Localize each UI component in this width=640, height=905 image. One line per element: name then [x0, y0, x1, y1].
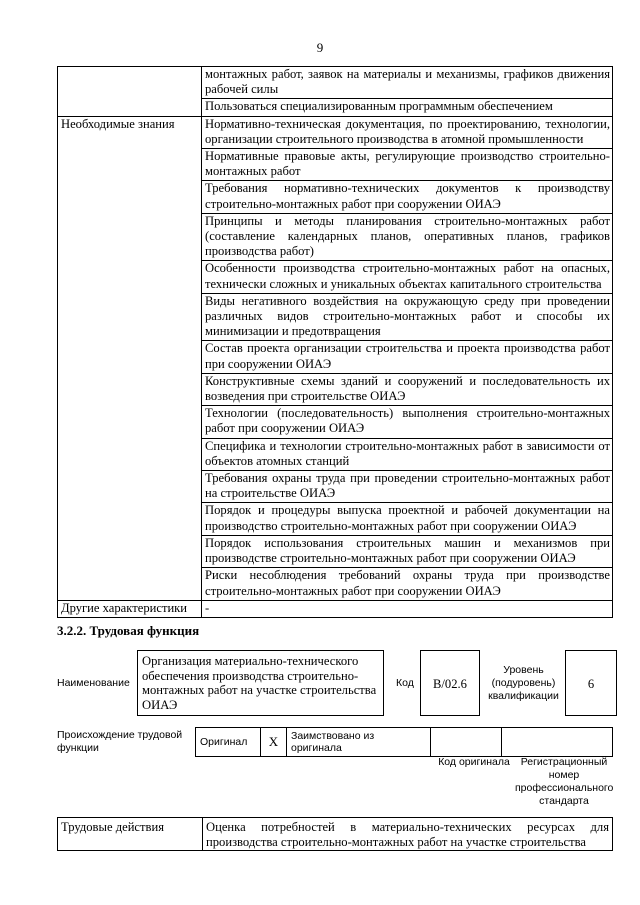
row-text: Принципы и методы планирования строительно-монтажных работ (составление календарных планов, оперативных планов, графиков производства работ) — [202, 213, 613, 261]
row-text: Состав проекта организации строительства и проекта производства работ при сооружении ОИАЭ — [202, 341, 613, 373]
level-value-box: 6 — [565, 650, 617, 716]
knowledge-table — [57, 66, 613, 618]
row-text: Пользоваться специализированным программным обеспечением — [202, 99, 613, 116]
origin-code-cell — [431, 728, 502, 757]
reg-number-cell — [502, 728, 613, 757]
page-number: 9 — [316, 40, 324, 55]
function-name-box: Организация материально-технического обеспечения производства строительно-монтажных работ на участке строительства ОИАЭ — [137, 650, 384, 716]
row-text: монтажных работ, заявок на материалы и механизмы, графиков движения рабочей силы — [202, 67, 613, 99]
row-text: Порядок и процедуры выпуска проектной и рабочей документации на производство строительно-монтажных работ при сооружении ОИАЭ — [202, 503, 613, 535]
row-label — [58, 67, 202, 117]
table-row — [58, 116, 613, 148]
labor-actions-text: Оценка потребностей в материально-технических ресурсах для производства строительно-монтажных работ на участке строительства — [203, 818, 613, 851]
row-text: - — [202, 600, 613, 617]
row-label: Другие характеристики — [58, 600, 202, 617]
name-label: Наименование — [57, 677, 130, 689]
row-text: Конструктивные схемы зданий и сооружений и последовательность их возведения при строительстве ОИАЭ — [202, 373, 613, 405]
code-value-box: B/02.6 — [420, 650, 480, 716]
row-text: Особенности производства строительно-монтажных работ на опасных, технически сложных и уникальных объектах капитального строительства — [202, 261, 613, 293]
borrowed-label: Заимствовано из оригинала — [287, 728, 431, 757]
origin-label: Происхождение трудовой функции — [57, 729, 183, 754]
row-text: Специфика и технологии строительно-монтажных работ в зависимости от объектов атомных станций — [202, 438, 613, 470]
origin-code-label: Код оригинала — [438, 756, 510, 768]
row-text: Требования нормативно-технических документов к производству строительно-монтажных работ при сооружении ОИАЭ — [202, 181, 613, 213]
level-label: Уровень (подуровень) квалификации — [488, 664, 559, 702]
row-text: Технологии (последовательность) выполнения строительно-монтажных работ при сооружении ОИАЭ — [202, 406, 613, 438]
labor-actions-table — [57, 817, 613, 851]
row-text: Риски несоблюдения требований охраны труда при производстве строительно-монтажных работ при сооружении ОИАЭ — [202, 568, 613, 600]
origin-table — [195, 727, 613, 757]
row-text: Виды негативного воздействия на окружающую среду при проведении различных видов строительно-монтажных работ и способы их минимизации и предотвращения — [202, 293, 613, 341]
code-label: Код — [396, 677, 414, 689]
row-text: Требования охраны труда при проведении строительно-монтажных работ на строительстве ОИАЭ — [202, 471, 613, 503]
original-mark: X — [261, 728, 287, 757]
section-title: 3.2.2. Трудовая функция — [57, 623, 200, 638]
row-text: Нормативно-техническая документация, по проектированию, технологии, организации строительного производства в атомной промышленности — [202, 116, 613, 148]
table-row — [58, 600, 613, 617]
original-label: Оригинал — [196, 728, 261, 757]
row-text: Нормативные правовые акты, регулирующие производство строительно-монтажных работ — [202, 149, 613, 181]
reg-number-label: Регистрационный номер профессионального стандарта — [515, 756, 614, 807]
row-label: Необходимые знания — [58, 116, 202, 600]
table-row — [58, 67, 613, 99]
labor-actions-label: Трудовые действия — [58, 818, 203, 851]
row-text: Порядок использования строительных машин и механизмов при производстве строительно-монтажных работ при сооружении ОИАЭ — [202, 535, 613, 567]
